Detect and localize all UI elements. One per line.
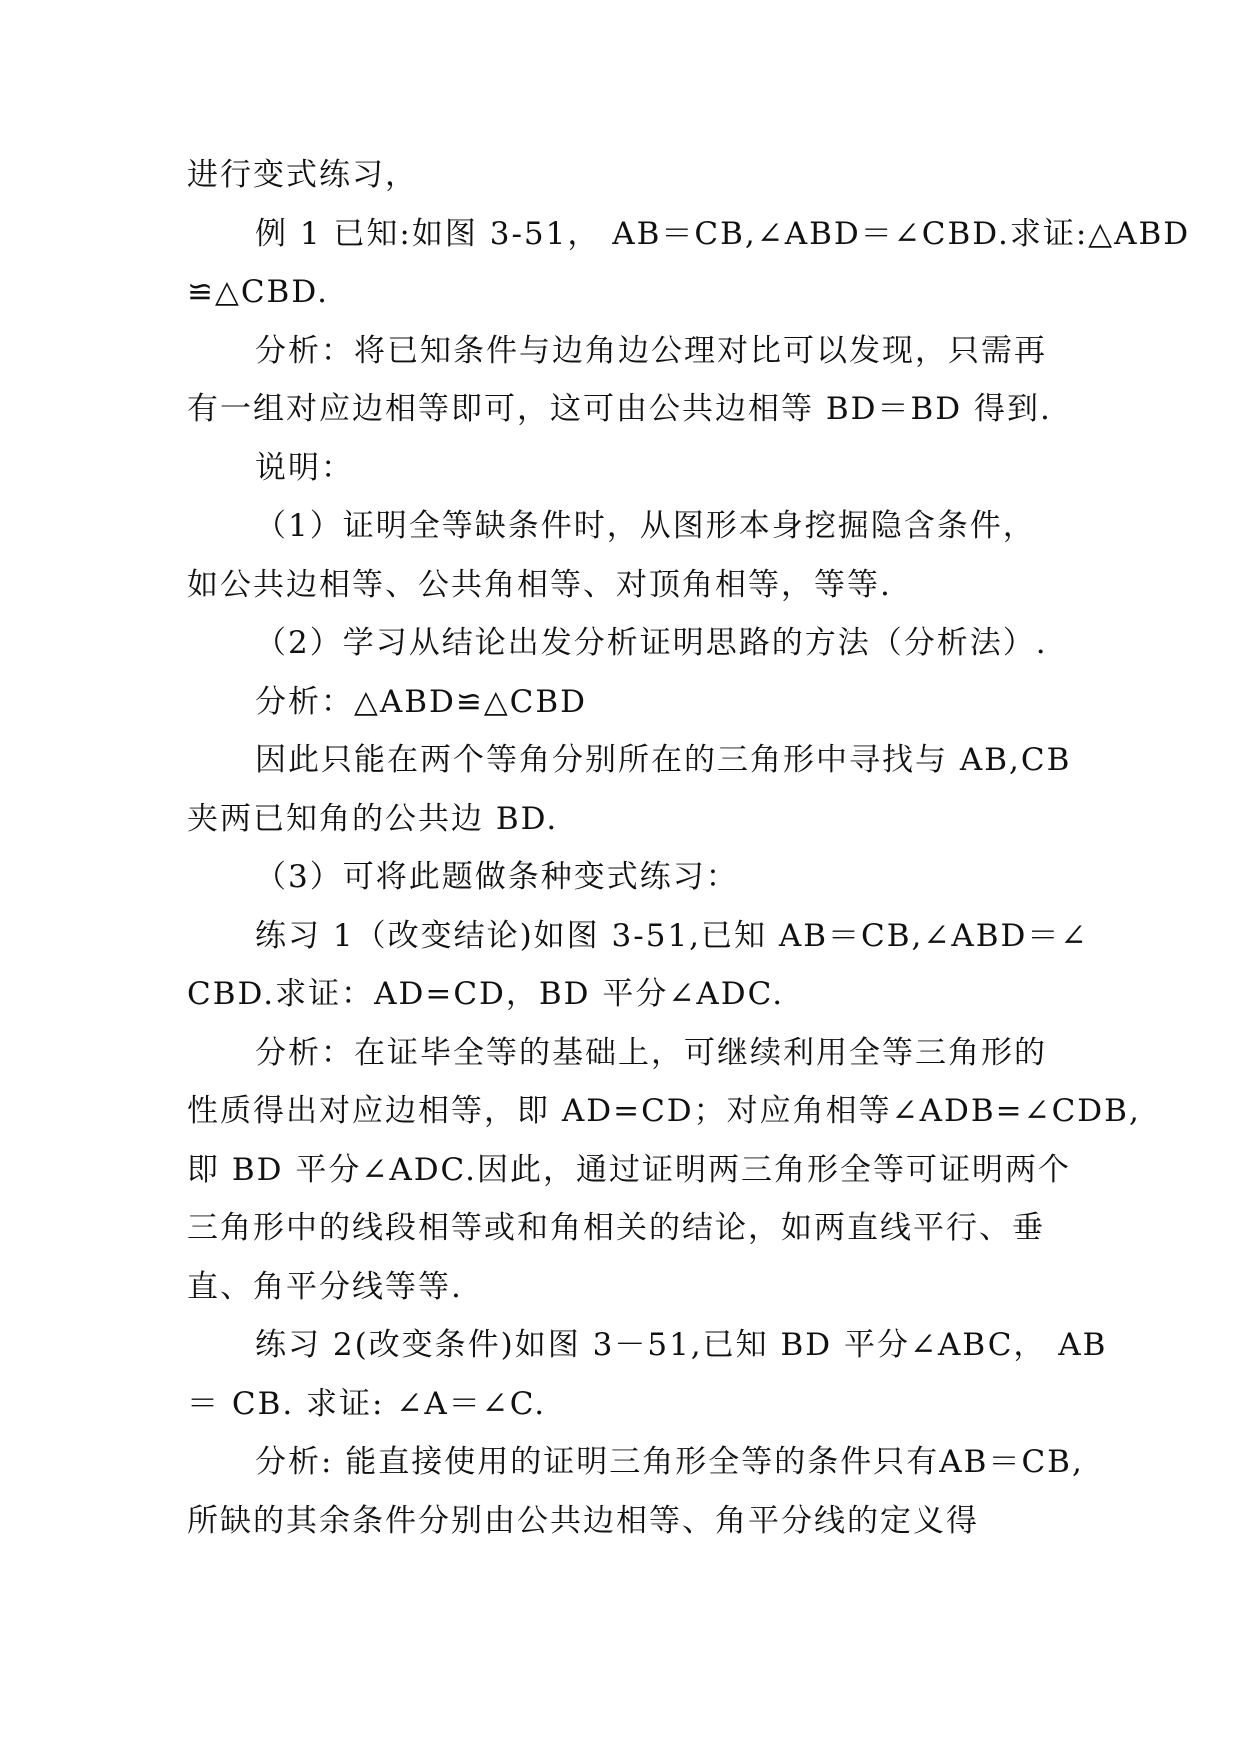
text-line: 所缺的其余条件分别由公共边相等、角平分线的定义得 xyxy=(187,1503,979,1539)
text-line: 三角形中的线段相等或和角相关的结论，如两直线平行、垂 xyxy=(187,1210,1045,1246)
text-line: 进行变式练习， xyxy=(187,157,418,193)
text-line: 有一组对应边相等即可，这可由公共边相等 BD＝BD 得到. xyxy=(187,391,1052,427)
text-line: 例 1 已知:如图 3-51， AB＝CB,∠ABD＝∠CBD.求证:△ABD xyxy=(255,216,1191,252)
text-line: 因此只能在两个等角分别所在的三角形中寻找与 AB,CB xyxy=(255,742,1072,778)
text-line: 分析：在证毕全等的基础上，可继续利用全等三角形的 xyxy=(255,1035,1047,1071)
text-line: 性质得出对应边相等，即 AD=CD；对应角相等∠ADB=∠CDB, xyxy=(187,1093,1141,1129)
text-line: 分析：△ABD≌△CBD xyxy=(255,684,588,720)
text-line: （3）可将此题做条种变式练习： xyxy=(255,859,739,895)
text-line: 直、角平分线等等. xyxy=(187,1269,463,1305)
text-line: 分析: 能直接使用的证明三角形全等的条件只有AB＝CB, xyxy=(255,1444,1084,1480)
text-line: CBD.求证：AD=CD，BD 平分∠ADC. xyxy=(187,976,785,1012)
text-line: ＝ CB. 求证: ∠A＝∠C. xyxy=(187,1386,547,1422)
text-line: 即 BD 平分∠ADC.因此，通过证明两三角形全等可证明两个 xyxy=(187,1152,1072,1188)
text-line: 夹两已知角的公共边 BD. xyxy=(187,801,559,837)
text-line: 练习 2(改变条件)如图 3－51,已知 BD 平分∠ABC， AB xyxy=(255,1327,1108,1363)
text-line: （1）证明全等缺条件时，从图形本身挖掘隐含条件， xyxy=(255,508,1036,544)
text-line: 说明： xyxy=(255,450,354,486)
text-line: 如公共边相等、公共角相等、对顶角相等，等等. xyxy=(187,567,892,603)
text-line: （2）学习从结论出发分析证明思路的方法（分析法）. xyxy=(255,625,1048,661)
text-line: 分析：将已知条件与边角边公理对比可以发现，只需再 xyxy=(255,333,1047,369)
text-line: ≌△CBD. xyxy=(187,274,329,310)
text-line: 练习 1（改变结论)如图 3-51,已知 AB＝CB,∠ABD＝∠ xyxy=(255,918,1089,954)
